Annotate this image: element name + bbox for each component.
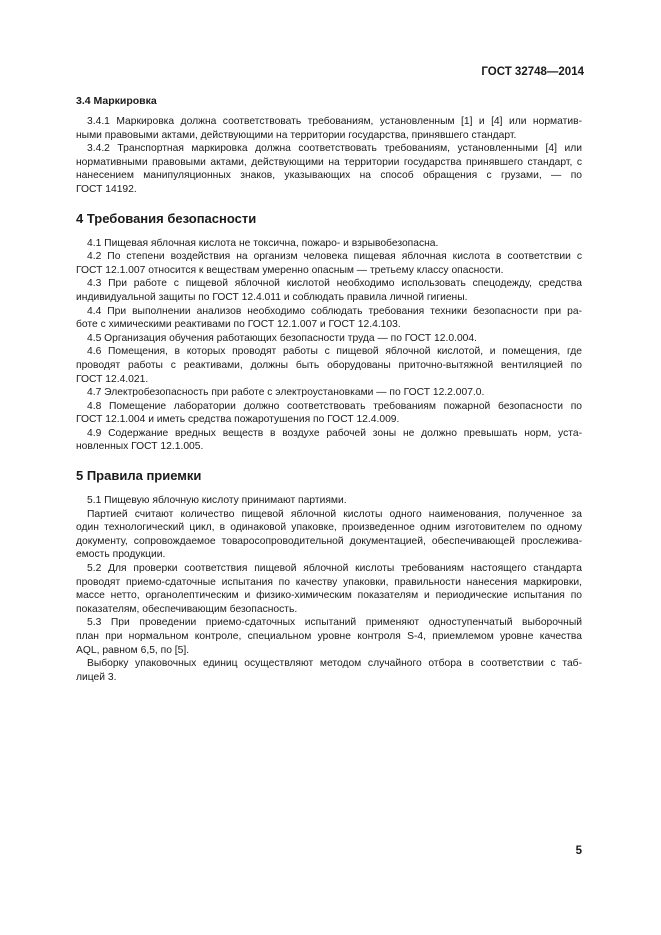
paragraph-4-6 [76, 345, 582, 386]
text-line: 4.1 Пищевая яблочная кислота не токсична, пожаро- и взрывобезопасна. [87, 237, 439, 249]
text-line: новленных ГОСТ 12.1.005. [76, 441, 204, 453]
paragraph-4-1 [76, 237, 582, 251]
paragraph-4-3 [76, 277, 582, 304]
text-line: план при нормальном контроле, специальном уровне контроля S-4, приемлемом уровне качества [76, 631, 582, 642]
text-line: 4.6 Помещения, в которых проводят работы с пищевой яблочной кислотой, и помещения, где [87, 346, 582, 358]
text-line: ГОСТ 12.1.007 относится к веществам умеренно опасным — третьему классу опасности. [76, 264, 504, 276]
text-line: нормативными правовыми актами, действующими на территории государства принявшего стандарт, с [76, 156, 582, 168]
section-3-4-heading: 3.4 Маркировка [76, 95, 157, 107]
text-line: боте с химическими реактивами по ГОСТ 12.1.007 и ГОСТ 12.4.103. [76, 319, 401, 331]
paragraph-5-3-sampling [76, 657, 582, 684]
text-line: Выборку упаковочных единиц осуществляют методом случайного отбора в соответствии с таб- [87, 658, 582, 670]
text-line: 4.7 Электробезопасность при работе с электроустановками — по ГОСТ 12.2.007.0. [87, 387, 485, 399]
paragraph-3-4-2 [76, 142, 582, 196]
paragraph-4-7 [76, 386, 582, 400]
text-line: 4.8 Помещение лаборатории должно соответствовать требованиям пожарной безопасности по [87, 400, 582, 412]
paragraph-4-8 [76, 400, 582, 427]
text-line: один технологический цикл, в одинаковой упаковке, произведенное одним изготовителем по одному [76, 522, 582, 534]
text-line: Партией считают количество пищевой яблочной кислоты одного наименования, полученное за [87, 508, 582, 520]
paragraph-4-4 [76, 305, 582, 332]
paragraph-4-2 [76, 250, 582, 277]
section-5-heading: 5 Правила приемки [76, 468, 202, 484]
text-line: проводят работы с реактивами, должны быть оборудованы приточно-вытяжной вентиляцией по [76, 359, 582, 371]
document-code-header: ГОСТ 32748—2014 [481, 66, 584, 78]
text-line: 4.5 Организация обучения работающих безопасности труда — по ГОСТ 12.0.004. [87, 332, 477, 344]
text-line: 3.4.2 Транспортная маркировка должна соответствовать требованиям, установленными [4] или [87, 143, 582, 155]
text-line: лицей 3. [76, 671, 117, 683]
text-line: показателям, обеспечивающим безопасность. [76, 603, 298, 615]
text-line: 3.4.1 Маркировка должна соответствовать требованиям, установленным [1] и [4] или норматив- [87, 116, 582, 127]
text-line: массе нетто, органолептическим и физико-химическим показателям и периодические испытания по [76, 590, 582, 602]
text-line: нанесением манипуляционных знаков, указывающих на способ обращения с грузами, — по [76, 170, 582, 182]
text-line: проводят приемо-сдаточные испытания по качеству упаковки, правильности нанесения маркировки, [76, 576, 582, 588]
text-line: 5.1 Пищевую яблочную кислоту принимают партиями. [87, 495, 347, 507]
text-line: ными правовыми актами, действующими на территории государства, принявшего стандарт. [76, 129, 517, 141]
page-number: 5 [575, 845, 582, 857]
text-line: 5.3 При проведении приемо-сдаточных испытаний применяют одноступенчатый выборочный [87, 617, 582, 629]
page-body [76, 95, 582, 684]
paragraph-5-2 [76, 562, 582, 616]
paragraph-4-9 [76, 427, 582, 454]
text-line: 4.2 По степени воздействия на организм человека пищевая яблочная кислота в соответствии с [87, 251, 582, 263]
paragraph-5-3 [76, 616, 582, 657]
text-line: 4.3 При работе с пищевой яблочной кислотой необходимо использовать спецодежду, средства [87, 278, 582, 290]
text-line: емость продукции. [76, 549, 166, 561]
text-line: 4.4 При выполнении анализов необходимо соблюдать требования техники безопасности при ра- [87, 305, 582, 317]
text-line: документу, сопровождаемое товаросопроводительной документацией, обеспечивающей прослежива- [76, 535, 582, 547]
paragraph-4-5 [76, 332, 582, 346]
text-line: ГОСТ 12.4.021. [76, 373, 149, 385]
paragraph-3-4-1 [76, 115, 582, 142]
text-line: индивидуальной защиты по ГОСТ 12.4.011 и соблюдать правила личной гигиены. [76, 291, 468, 303]
paragraph-5-1 [76, 494, 582, 508]
text-line: 5.2 Для проверки соответствия пищевой яблочной кислоты требованиям настоящего стандарта [87, 563, 582, 575]
text-line: ГОСТ 12.1.004 и иметь средства пожаротушения по ГОСТ 12.4.009. [76, 414, 400, 426]
text-line: AQL, равном 6,5, по [5]. [76, 644, 190, 656]
text-line: ГОСТ 14192. [76, 183, 137, 195]
text-line: 4.9 Содержание вредных веществ в воздухе рабочей зоны не должно превышать норм, уста- [87, 427, 582, 439]
section-4-heading: 4 Требования безопасности [76, 210, 257, 226]
paragraph-5-1-lot [76, 508, 582, 562]
